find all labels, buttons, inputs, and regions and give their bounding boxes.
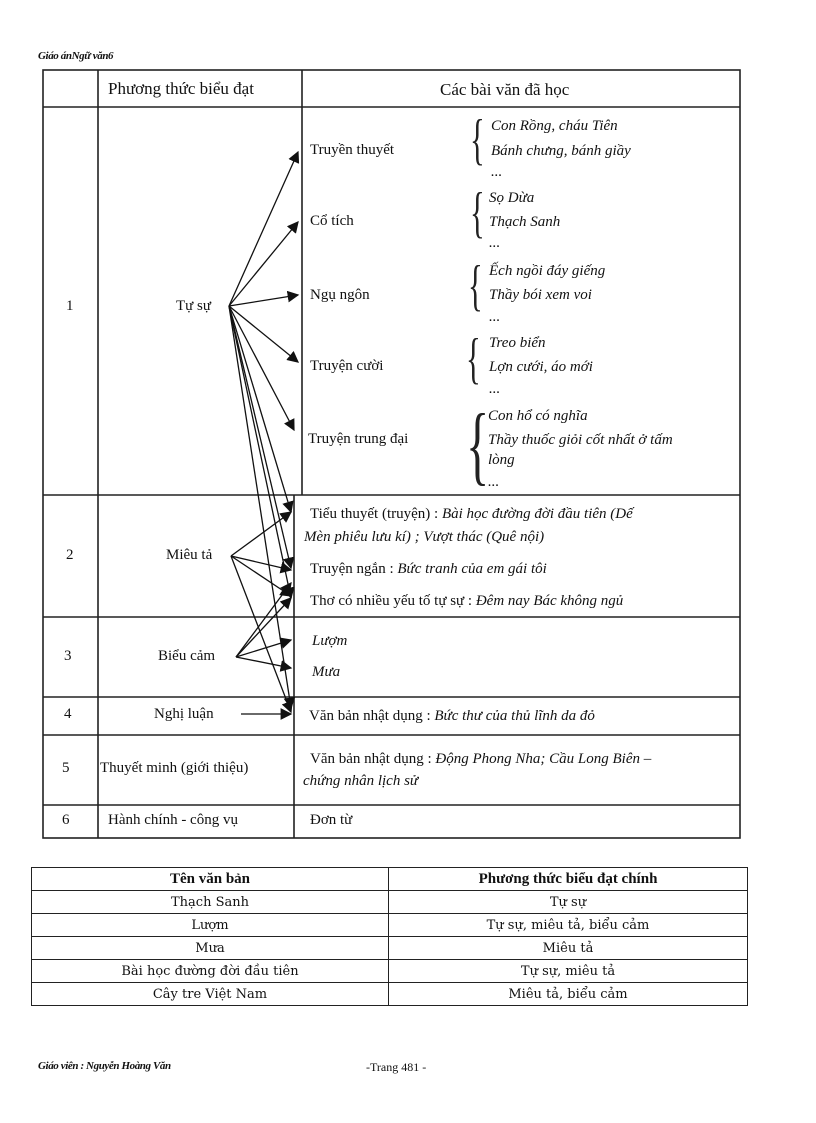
col-header-mode: Phương thức biểu đạt chính <box>389 868 748 891</box>
work-item: Thầy bói xem voi <box>489 287 592 303</box>
brace: { <box>470 182 485 244</box>
table-row <box>32 914 748 937</box>
admin-line: Đơn từ <box>310 812 353 828</box>
poem-line: Thơ có nhiều yếu tố tự sự : Đêm nay Bác không ngủ <box>310 593 624 609</box>
genre-truyen-cuoi: Truyện cười <box>310 358 384 374</box>
relation-arrows <box>229 152 298 714</box>
work-item: Lượm <box>312 633 348 649</box>
header-lessons: Các bài văn đã học <box>440 80 570 99</box>
cell-title: Thạch Sanh <box>32 891 389 914</box>
table-header-row <box>32 868 748 891</box>
cell-mode: Tự sự <box>389 891 748 914</box>
work-item: ... <box>489 309 501 325</box>
row-num-3: 3 <box>64 648 72 664</box>
cell-title: Mưa <box>32 937 389 960</box>
mode-tu-su: Tự sự <box>176 298 212 314</box>
work-item: Sọ Dừa <box>489 190 535 206</box>
table-row <box>32 960 748 983</box>
genre-ngu-ngon: Ngụ ngôn <box>310 287 370 303</box>
mode-mieu-ta: Miêu tả <box>166 547 213 563</box>
work-item: ... <box>491 164 503 180</box>
work-item: Thầy thuốc giỏi cốt nhất ở tấm <box>488 432 673 448</box>
work-item: Bánh chưng, bánh giầy <box>491 143 631 159</box>
cell-title: Cây tre Việt Nam <box>32 983 389 1006</box>
work-item: ... <box>489 381 501 397</box>
row-num-6: 6 <box>62 812 70 828</box>
col-header-title: Tên văn bản <box>32 868 389 891</box>
row-num-5: 5 <box>62 760 70 776</box>
cell-title: Lượm <box>32 914 389 937</box>
genre-truyen-thuyet: Truyền thuyết <box>310 142 395 158</box>
document-header: Giáo ánNgữ văn6 <box>38 50 114 62</box>
work-item: ... <box>489 235 501 251</box>
genre-co-tich: Cổ tích <box>310 213 354 229</box>
work-item: lòng <box>488 452 515 468</box>
mode-bieu-cam: Biểu cảm <box>158 648 216 664</box>
brace: { <box>466 328 481 390</box>
cell-title: Bài học đường đời đầu tiên <box>32 960 389 983</box>
expository-line-2: chứng nhân lịch sử <box>303 773 419 789</box>
brace: { <box>468 255 483 317</box>
page-number: -Trang 481 - <box>366 1060 427 1074</box>
cell-mode: Miêu tả <box>389 937 748 960</box>
row-num-4: 4 <box>64 706 72 722</box>
row-num-1: 1 <box>66 298 74 314</box>
cell-mode: Tự sự, miêu tả, biểu cảm <box>389 914 748 937</box>
table-row <box>32 983 748 1006</box>
work-item: Mưa <box>312 664 341 680</box>
work-item: Con hổ có nghĩa <box>488 408 588 424</box>
summary-table <box>31 867 748 1006</box>
table-row <box>32 937 748 960</box>
cell-mode: Tự sự, miêu tả <box>389 960 748 983</box>
cell-mode: Miêu tả, biểu cảm <box>389 983 748 1006</box>
genre-truyen-trung-dai: Truyện trung đại <box>308 431 409 447</box>
mode-nghi-luan: Nghị luận <box>154 706 214 722</box>
novel-line-2: Mèn phiêu lưu kí) ; Vượt thác (Quê nội) <box>304 529 545 545</box>
work-item: Con Rồng, cháu Tiên <box>491 118 618 134</box>
work-item: Ếch ngồi đáy giếng <box>489 263 606 279</box>
brace: { <box>466 397 490 494</box>
work-item: Lợn cưới, áo mới <box>489 359 593 375</box>
mode-thuyet-minh: Thuyết minh (giới thiệu) <box>100 760 249 776</box>
table-row <box>32 891 748 914</box>
header-mode: Phương thức biểu đạt <box>108 79 254 98</box>
argument-line: Văn bản nhật dụng : Bức thư của thủ lĩnh da đỏ <box>309 708 595 724</box>
expository-line: Văn bản nhật dụng : Động Phong Nha; Cầu Long Biên – <box>310 751 652 767</box>
short-story-line: Truyện ngắn : Bức tranh của em gái tôi <box>310 561 547 577</box>
row-num-2: 2 <box>66 547 74 563</box>
work-item: ... <box>488 474 500 490</box>
brace: { <box>470 109 485 171</box>
footer-teacher: Giáo viên : Nguyễn Hoàng Văn <box>38 1060 171 1072</box>
novel-line: Tiểu thuyết (truyện) : Bài học đường đời đầu tiên (Dế <box>310 506 633 522</box>
work-item: Treo biển <box>489 335 546 351</box>
mode-hanh-chinh: Hành chính - công vụ <box>108 812 238 828</box>
work-item: Thạch Sanh <box>489 214 561 230</box>
